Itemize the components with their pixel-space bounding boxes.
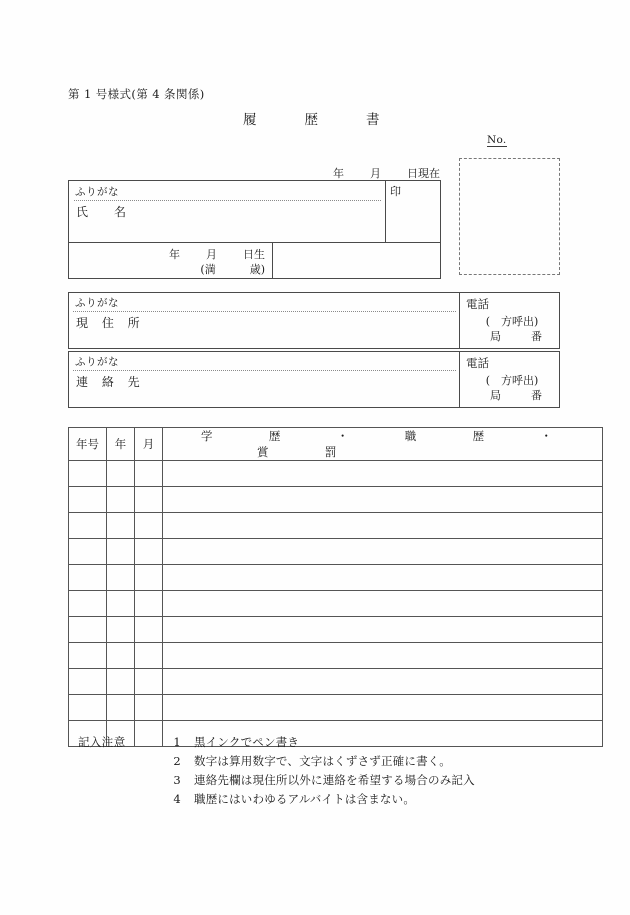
- column-header-era: 年号: [69, 428, 107, 461]
- description-header-part: 罰: [324, 445, 337, 459]
- note-item: [78, 752, 518, 771]
- cell-description[interactable]: [163, 461, 603, 487]
- cell-month[interactable]: [135, 643, 163, 669]
- birth-section: [68, 243, 441, 279]
- notes-section: [78, 733, 518, 809]
- cell-year[interactable]: [107, 643, 135, 669]
- description-header-part: 賞: [257, 445, 269, 459]
- date-current-day: 日現在: [407, 167, 440, 180]
- cell-description[interactable]: [163, 539, 603, 565]
- note-number: 4: [173, 792, 181, 806]
- note-number: 1: [173, 735, 181, 749]
- seal-label: 印: [390, 185, 401, 198]
- name-label: 氏 名: [76, 205, 134, 219]
- birth-date-line: [69, 246, 265, 262]
- cell-year[interactable]: [107, 513, 135, 539]
- cell-month[interactable]: [135, 461, 163, 487]
- name-furigana-label: ふりがな: [75, 186, 119, 198]
- table-row: [69, 617, 603, 643]
- cell-year[interactable]: [107, 591, 135, 617]
- cell-era[interactable]: [69, 643, 107, 669]
- current-address-label: 現 住 所: [76, 316, 145, 330]
- contact-tel-callthru-label: ( 方呼出): [485, 374, 539, 387]
- cell-month[interactable]: [135, 487, 163, 513]
- cell-era[interactable]: [69, 539, 107, 565]
- column-header-year: 年: [107, 428, 135, 461]
- current-address-furigana-rule: [73, 311, 456, 312]
- cell-year[interactable]: [107, 539, 135, 565]
- note-item: [78, 733, 518, 752]
- note-text: 職歴にはいわゆるアルバイトは含まない。: [194, 792, 416, 806]
- cell-month[interactable]: [135, 539, 163, 565]
- birth-day-label: 日生: [243, 248, 265, 261]
- table-row: [69, 487, 603, 513]
- cell-description[interactable]: [163, 643, 603, 669]
- cell-description[interactable]: [163, 565, 603, 591]
- note-text: 数字は算用数字で、文字はくずさず正確に書く。: [194, 754, 451, 768]
- cell-year[interactable]: [107, 487, 135, 513]
- current-tel-exchange-suffix: 番: [531, 330, 542, 343]
- cell-year[interactable]: [107, 565, 135, 591]
- cell-era[interactable]: [69, 513, 107, 539]
- table-row: [69, 643, 603, 669]
- column-header-month: 月: [135, 428, 163, 461]
- cell-era[interactable]: [69, 695, 107, 721]
- cell-description[interactable]: [163, 487, 603, 513]
- cell-description[interactable]: [163, 669, 603, 695]
- note-number: 3: [173, 773, 181, 787]
- history-table-header-row: [69, 428, 603, 461]
- contact-address-input-cell[interactable]: [69, 352, 460, 407]
- cell-month[interactable]: [135, 617, 163, 643]
- note-item: [78, 790, 518, 809]
- current-tel-exchange-prefix: 局: [490, 330, 501, 343]
- contact-address-label: 連 絡 先: [76, 375, 145, 389]
- date-current-year: 年: [333, 167, 344, 180]
- age-close-label: 歳): [249, 263, 265, 276]
- description-header-part: 職: [404, 429, 417, 443]
- cell-month[interactable]: [135, 591, 163, 617]
- cell-description[interactable]: [163, 513, 603, 539]
- birth-year-label: 年: [169, 248, 180, 261]
- cell-era[interactable]: [69, 669, 107, 695]
- description-header-part: 歴: [268, 429, 281, 443]
- cell-era[interactable]: [69, 565, 107, 591]
- current-tel-exchange-line: [474, 328, 558, 344]
- birth-date-cell[interactable]: [69, 243, 273, 278]
- contact-tel-exchange-suffix: 番: [531, 389, 542, 402]
- description-header-part: ・: [540, 429, 553, 443]
- column-header-description: [163, 428, 603, 461]
- name-section: [68, 180, 441, 243]
- cell-month[interactable]: [135, 669, 163, 695]
- contact-address-furigana-rule: [73, 370, 456, 371]
- history-table-body: [69, 461, 603, 747]
- note-item: [78, 771, 518, 790]
- current-tel-callthru-label: ( 方呼出): [485, 315, 539, 328]
- description-header-part: ・: [336, 429, 349, 443]
- photo-number-label: No.: [487, 134, 507, 146]
- page-title: 履歴書: [243, 112, 428, 128]
- cell-month[interactable]: [135, 695, 163, 721]
- name-input-cell[interactable]: [69, 181, 386, 242]
- birth-age-line: [69, 261, 265, 277]
- cell-month[interactable]: [135, 565, 163, 591]
- cell-era[interactable]: [69, 461, 107, 487]
- table-row: [69, 695, 603, 721]
- current-address-furigana-label: ふりがな: [75, 297, 119, 309]
- table-row: [69, 669, 603, 695]
- description-header-part: 歴: [472, 429, 485, 443]
- table-row: [69, 513, 603, 539]
- note-number: 2: [173, 754, 181, 768]
- description-header-part: 学: [201, 429, 213, 443]
- photo-paste-box[interactable]: [459, 158, 560, 275]
- table-row: [69, 539, 603, 565]
- cell-year[interactable]: [107, 461, 135, 487]
- current-address-tel-cell[interactable]: [460, 293, 561, 348]
- contact-tel-exchange-prefix: 局: [490, 389, 501, 402]
- current-address-section: [68, 292, 560, 349]
- current-address-input-cell[interactable]: [69, 293, 460, 348]
- cell-year[interactable]: [107, 695, 135, 721]
- history-table: [68, 427, 603, 747]
- age-open-label: (満: [200, 263, 216, 276]
- birth-month-label: 月: [206, 248, 217, 261]
- cell-era[interactable]: [69, 487, 107, 513]
- cell-description[interactable]: [163, 695, 603, 721]
- birth-extra-cell[interactable]: [273, 243, 442, 278]
- name-furigana-rule: [74, 200, 381, 201]
- cell-year[interactable]: [107, 617, 135, 643]
- notes-title: 記入注意: [78, 735, 126, 749]
- table-row: [69, 565, 603, 591]
- contact-address-section: [68, 351, 560, 408]
- table-row: [69, 461, 603, 487]
- cell-description[interactable]: [163, 617, 603, 643]
- cell-era[interactable]: [69, 617, 107, 643]
- cell-month[interactable]: [135, 513, 163, 539]
- table-row: [69, 591, 603, 617]
- note-text: 連絡先欄は現住所以外に連絡を希望する場合のみ記入: [194, 773, 475, 787]
- contact-address-furigana-label: ふりがな: [75, 356, 119, 368]
- contact-address-tel-cell[interactable]: [460, 352, 561, 407]
- cell-year[interactable]: [107, 669, 135, 695]
- contact-tel-label: 電話: [466, 356, 489, 370]
- seal-cell[interactable]: [386, 181, 442, 242]
- date-current-month: 月: [370, 167, 381, 180]
- form-code-label: 第 1 号様式(第 4 条関係): [68, 87, 205, 101]
- note-text: 黒インクでペン書き: [194, 735, 300, 749]
- date-current-line: [320, 165, 440, 181]
- cell-description[interactable]: [163, 591, 603, 617]
- current-tel-label: 電話: [466, 297, 489, 311]
- cell-era[interactable]: [69, 591, 107, 617]
- contact-tel-exchange-line: [474, 387, 558, 403]
